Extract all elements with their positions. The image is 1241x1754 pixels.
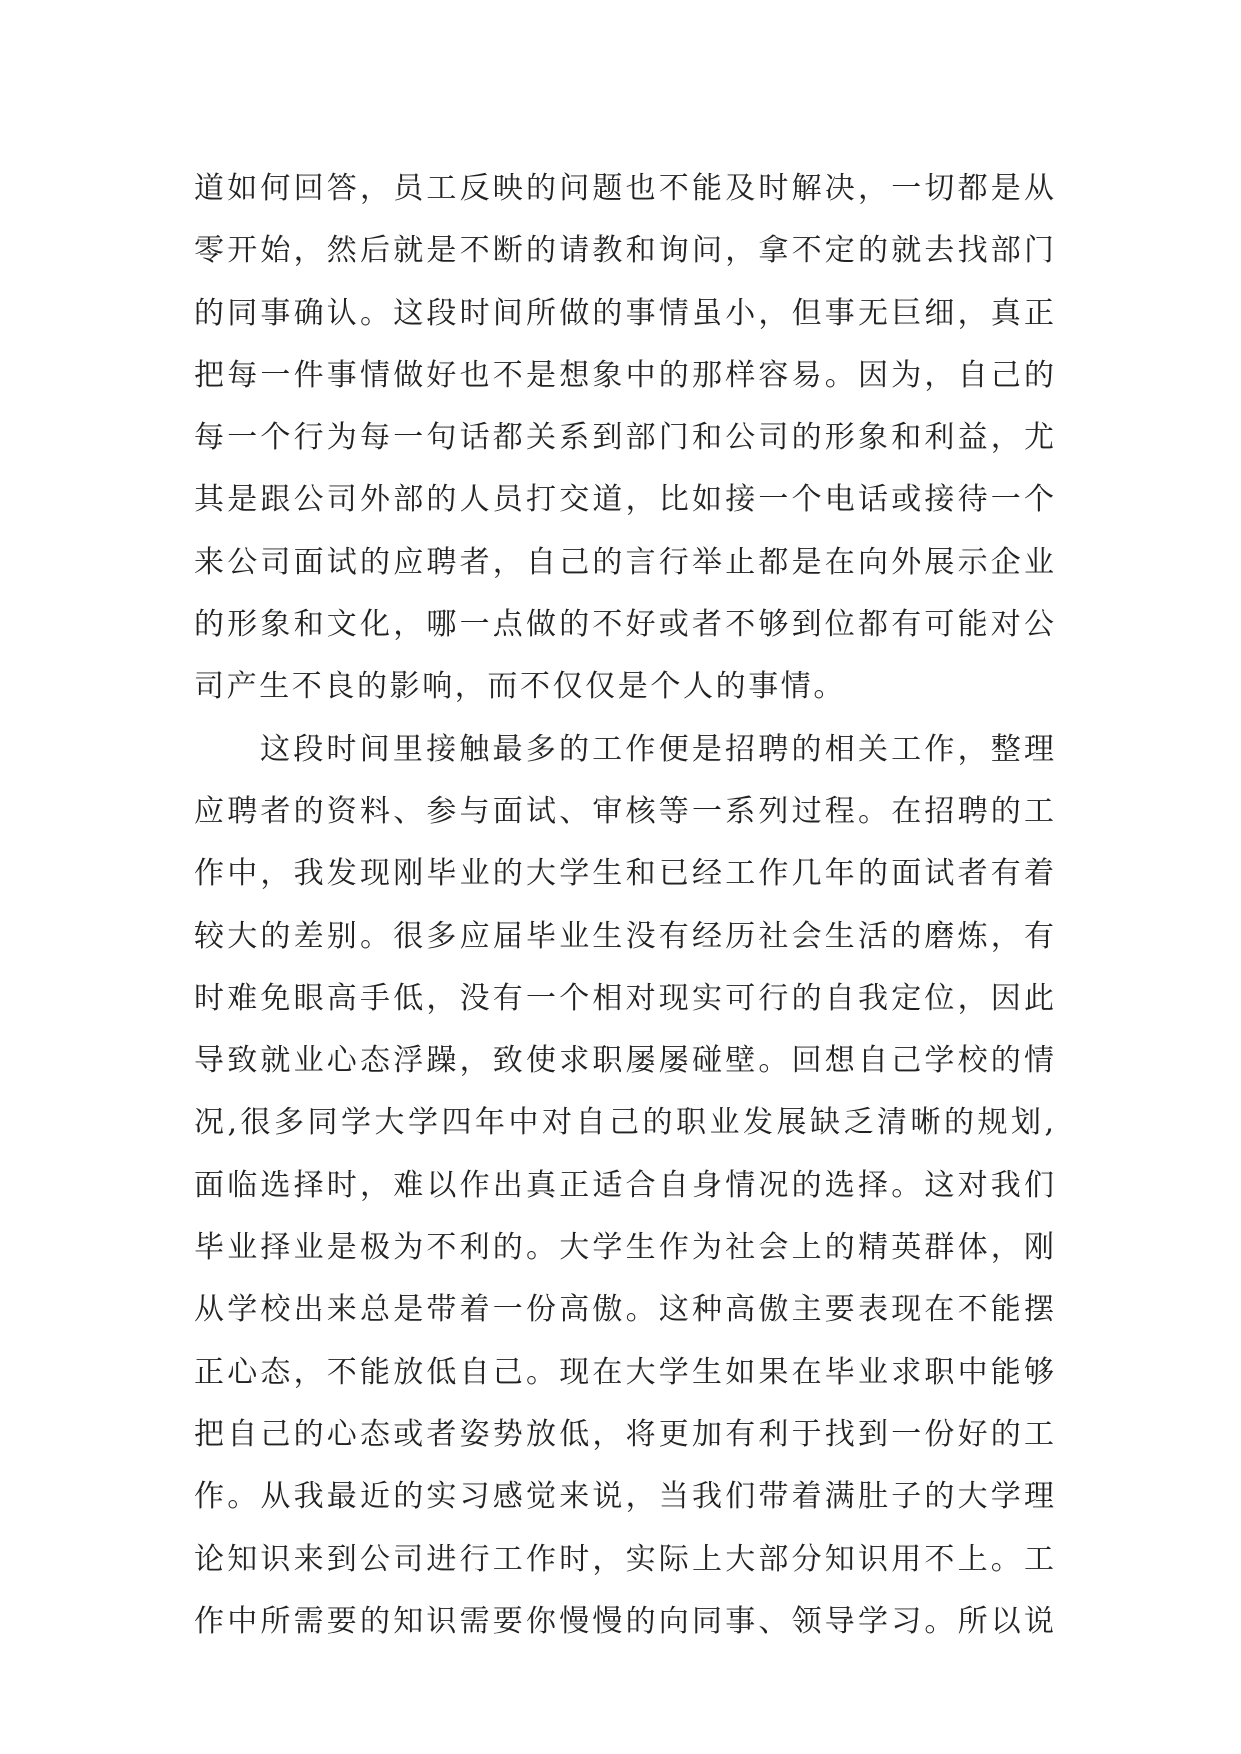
- paragraph-first-line: 这段时间里接触最多的工作便是招聘的相关工作，整理: [260, 731, 1054, 767]
- text-line: 作中所需要的知识需要你慢慢的向同事、领导学习。所以说: [194, 1603, 1054, 1639]
- text-line: 应聘者的资料、参与面试、审核等一系列过程。在招聘的工: [194, 793, 1054, 829]
- text-line: 的形象和文化，哪一点做的不好或者不够到位都有可能对公: [194, 607, 1054, 643]
- text-line: 正心态，不能放低自己。现在大学生如果在毕业求职中能够: [194, 1354, 1054, 1390]
- text-line: 导致就业心态浮躁，致使求职屡屡碰壁。回想自己学校的情: [194, 1043, 1054, 1079]
- text-line: 从学校出来总是带着一份高傲。这种高傲主要表现在不能摆: [194, 1292, 1054, 1328]
- text-line: 论知识来到公司进行工作时，实际上大部分知识用不上。工: [194, 1541, 1054, 1577]
- text-line: 每一个行为每一句话都关系到部门和公司的形象和利益，尤: [194, 420, 1054, 456]
- text-line: 作中，我发现刚毕业的大学生和已经工作几年的面试者有着: [194, 856, 1054, 892]
- text-line: 较大的差别。很多应届毕业生没有经历社会生活的磨炼，有: [194, 918, 1054, 954]
- text-line: 把自己的心态或者姿势放低，将更加有利于找到一份好的工: [194, 1416, 1054, 1452]
- text-line: 零开始，然后就是不断的请教和询问，拿不定的就去找部门: [194, 233, 1054, 269]
- text-line: 的同事确认。这段时间所做的事情虽小，但事无巨细，真正: [194, 295, 1054, 331]
- text-line: 时难免眼高手低，没有一个相对现实可行的自我定位，因此: [194, 980, 1054, 1016]
- text-line: 况,很多同学大学四年中对自己的职业发展缺乏清晰的规划,: [194, 1105, 1054, 1141]
- paragraph-last-line: 司产生不良的影响，而不仅仅是个人的事情。: [194, 669, 846, 705]
- text-line: 面临选择时，难以作出真正适合自身情况的选择。这对我们: [194, 1167, 1054, 1203]
- text-line: 其是跟公司外部的人员打交道，比如接一个电话或接待一个: [194, 482, 1054, 518]
- text-line: 作。从我最近的实习感觉来说，当我们带着满肚子的大学理: [194, 1479, 1054, 1515]
- text-line: 来公司面试的应聘者，自己的言行举止都是在向外展示企业: [194, 544, 1054, 580]
- text-line: 毕业择业是极为不利的。大学生作为社会上的精英群体，刚: [194, 1230, 1054, 1266]
- text-line: 把每一件事情做好也不是想象中的那样容易。因为，自己的: [194, 357, 1054, 393]
- text-line: 道如何回答，员工反映的问题也不能及时解决，一切都是从: [194, 171, 1054, 206]
- body-text: [194, 158, 1054, 1653]
